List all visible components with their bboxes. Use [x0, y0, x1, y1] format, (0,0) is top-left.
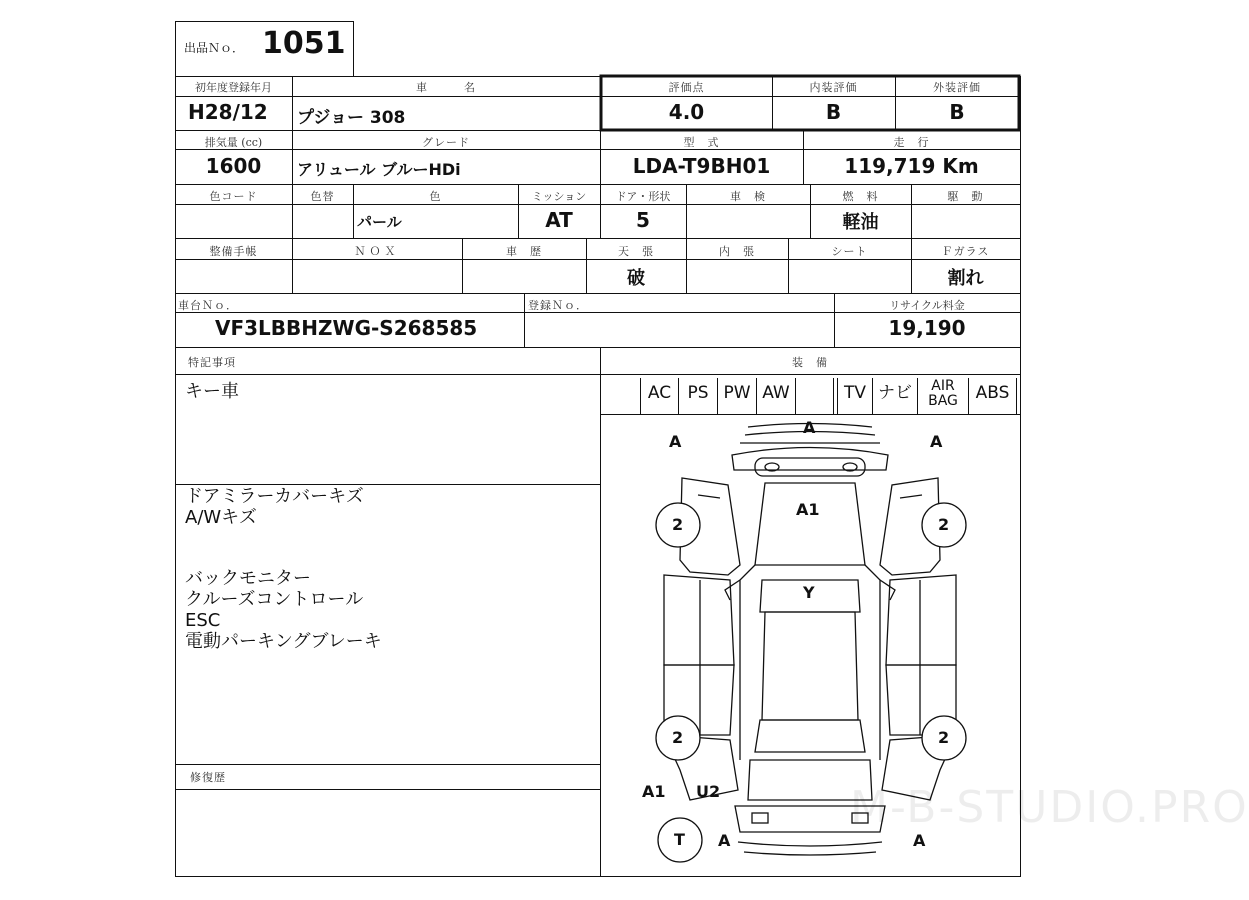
drive-label: 駆 動 — [947, 190, 984, 203]
model-label: 型 式 — [683, 136, 720, 149]
grade: アリュール ブルーHDi — [297, 160, 461, 179]
equipment-label: 装 備 — [792, 356, 828, 369]
score-label: 評価点 — [668, 81, 705, 94]
equipment-abs: ABS — [969, 378, 1017, 414]
lot-number: 1051 — [262, 26, 346, 61]
equipment-pw: PW — [718, 378, 757, 414]
notes-options: バックモニター クルーズコントロール ESC 電動パーキングブレーキ — [185, 568, 382, 652]
manual-label: 整備手帳 — [209, 245, 258, 258]
notes-damage: ドアミラーカバーキズ A/Wキズ — [185, 486, 364, 528]
chassis-label: 車台Ｎｏ． — [178, 299, 238, 312]
equipment-tv: TV — [837, 378, 873, 414]
model-code: LDA-T9BH01 — [632, 154, 771, 178]
equipment-ac: AC — [640, 378, 679, 414]
front-left-mark: A — [669, 432, 682, 451]
cc-label: 排気量 (cc) — [204, 136, 263, 149]
seat-label: シート — [831, 245, 868, 258]
equipment-airbag: AIR BAG — [918, 378, 969, 414]
displacement: 1600 — [205, 154, 262, 178]
door-count: 5 — [636, 208, 650, 232]
wheel-rr-mark: 2 — [938, 728, 950, 747]
tire-t-mark: T — [674, 830, 685, 849]
fuel-type: 軽油 — [842, 212, 879, 233]
mileage-label: 走 行 — [893, 136, 930, 149]
color-code-label: 色コード — [209, 190, 258, 203]
front-bumper-mark: A — [803, 418, 816, 437]
repair-history-label: 修復歴 — [190, 771, 226, 784]
rear-left-a1-mark: A1 — [642, 782, 666, 801]
equipment-ps: PS — [679, 378, 718, 414]
interior-label: 内装評価 — [809, 81, 858, 94]
nox-label: ＮＯＸ — [354, 245, 400, 258]
recycle-label: リサイクル料金 — [889, 299, 965, 312]
rear-left-mark: A — [718, 831, 731, 850]
front-glass-condition: 割れ — [947, 268, 984, 289]
car-name-label: 車 名 — [416, 81, 476, 94]
front-right-mark: A — [930, 432, 943, 451]
notes-key-car: キー車 — [185, 381, 239, 402]
registration-label: 登録Ｎｏ． — [528, 299, 588, 312]
notes-label: 特記事項 — [188, 356, 236, 369]
wheel-rl-mark: 2 — [672, 728, 684, 747]
chassis-number: VF3LBBHZWG-S268585 — [215, 316, 478, 340]
evaluation-score: 4.0 — [668, 100, 705, 124]
fuel-label: 燃 料 — [842, 190, 879, 203]
car-name: プジョー 308 — [297, 108, 406, 128]
interior-grade: B — [825, 100, 842, 124]
rear-left-u2-mark: U2 — [696, 782, 721, 801]
recycle-fee: 19,190 — [888, 316, 966, 340]
front-glass-label: Ｆガラス — [941, 245, 990, 258]
exterior-grade: B — [949, 100, 965, 124]
lot-label: 出品Ｎｏ． — [184, 41, 245, 55]
inner-lining-label: 内 張 — [719, 245, 755, 258]
ceiling-condition: 破 — [627, 268, 645, 289]
ceiling-label: 天 張 — [618, 245, 654, 258]
equipment-aw: AW — [757, 378, 796, 414]
color-label: 色 — [429, 190, 442, 203]
roof-mark: Y — [803, 583, 815, 602]
first-registration-year: H28/12 — [188, 100, 268, 124]
equipment-blank — [796, 378, 834, 414]
inspection-label: 車 検 — [730, 190, 766, 203]
hood-mark: A1 — [796, 500, 820, 519]
color-change-label: 色替 — [310, 190, 335, 203]
equipment-navi: ナビ — [873, 378, 918, 414]
door-label: ドア・形状 — [615, 190, 671, 203]
history-label: 車 歴 — [506, 245, 542, 258]
mileage: 119,719 Km — [844, 154, 979, 178]
grade-label: グレード — [422, 136, 470, 149]
exterior-label: 外装評価 — [933, 81, 981, 94]
year-label: 初年度登録年月 — [195, 81, 272, 94]
mission-label: ミッション — [531, 190, 587, 203]
color: パール — [357, 213, 402, 231]
mission: AT — [545, 208, 573, 232]
rear-right-mark: A — [913, 831, 926, 850]
watermark: M-B-STUDIO.PRO — [850, 782, 1249, 833]
wheel-fr-mark: 2 — [938, 515, 950, 534]
wheel-fl-mark: 2 — [672, 515, 684, 534]
